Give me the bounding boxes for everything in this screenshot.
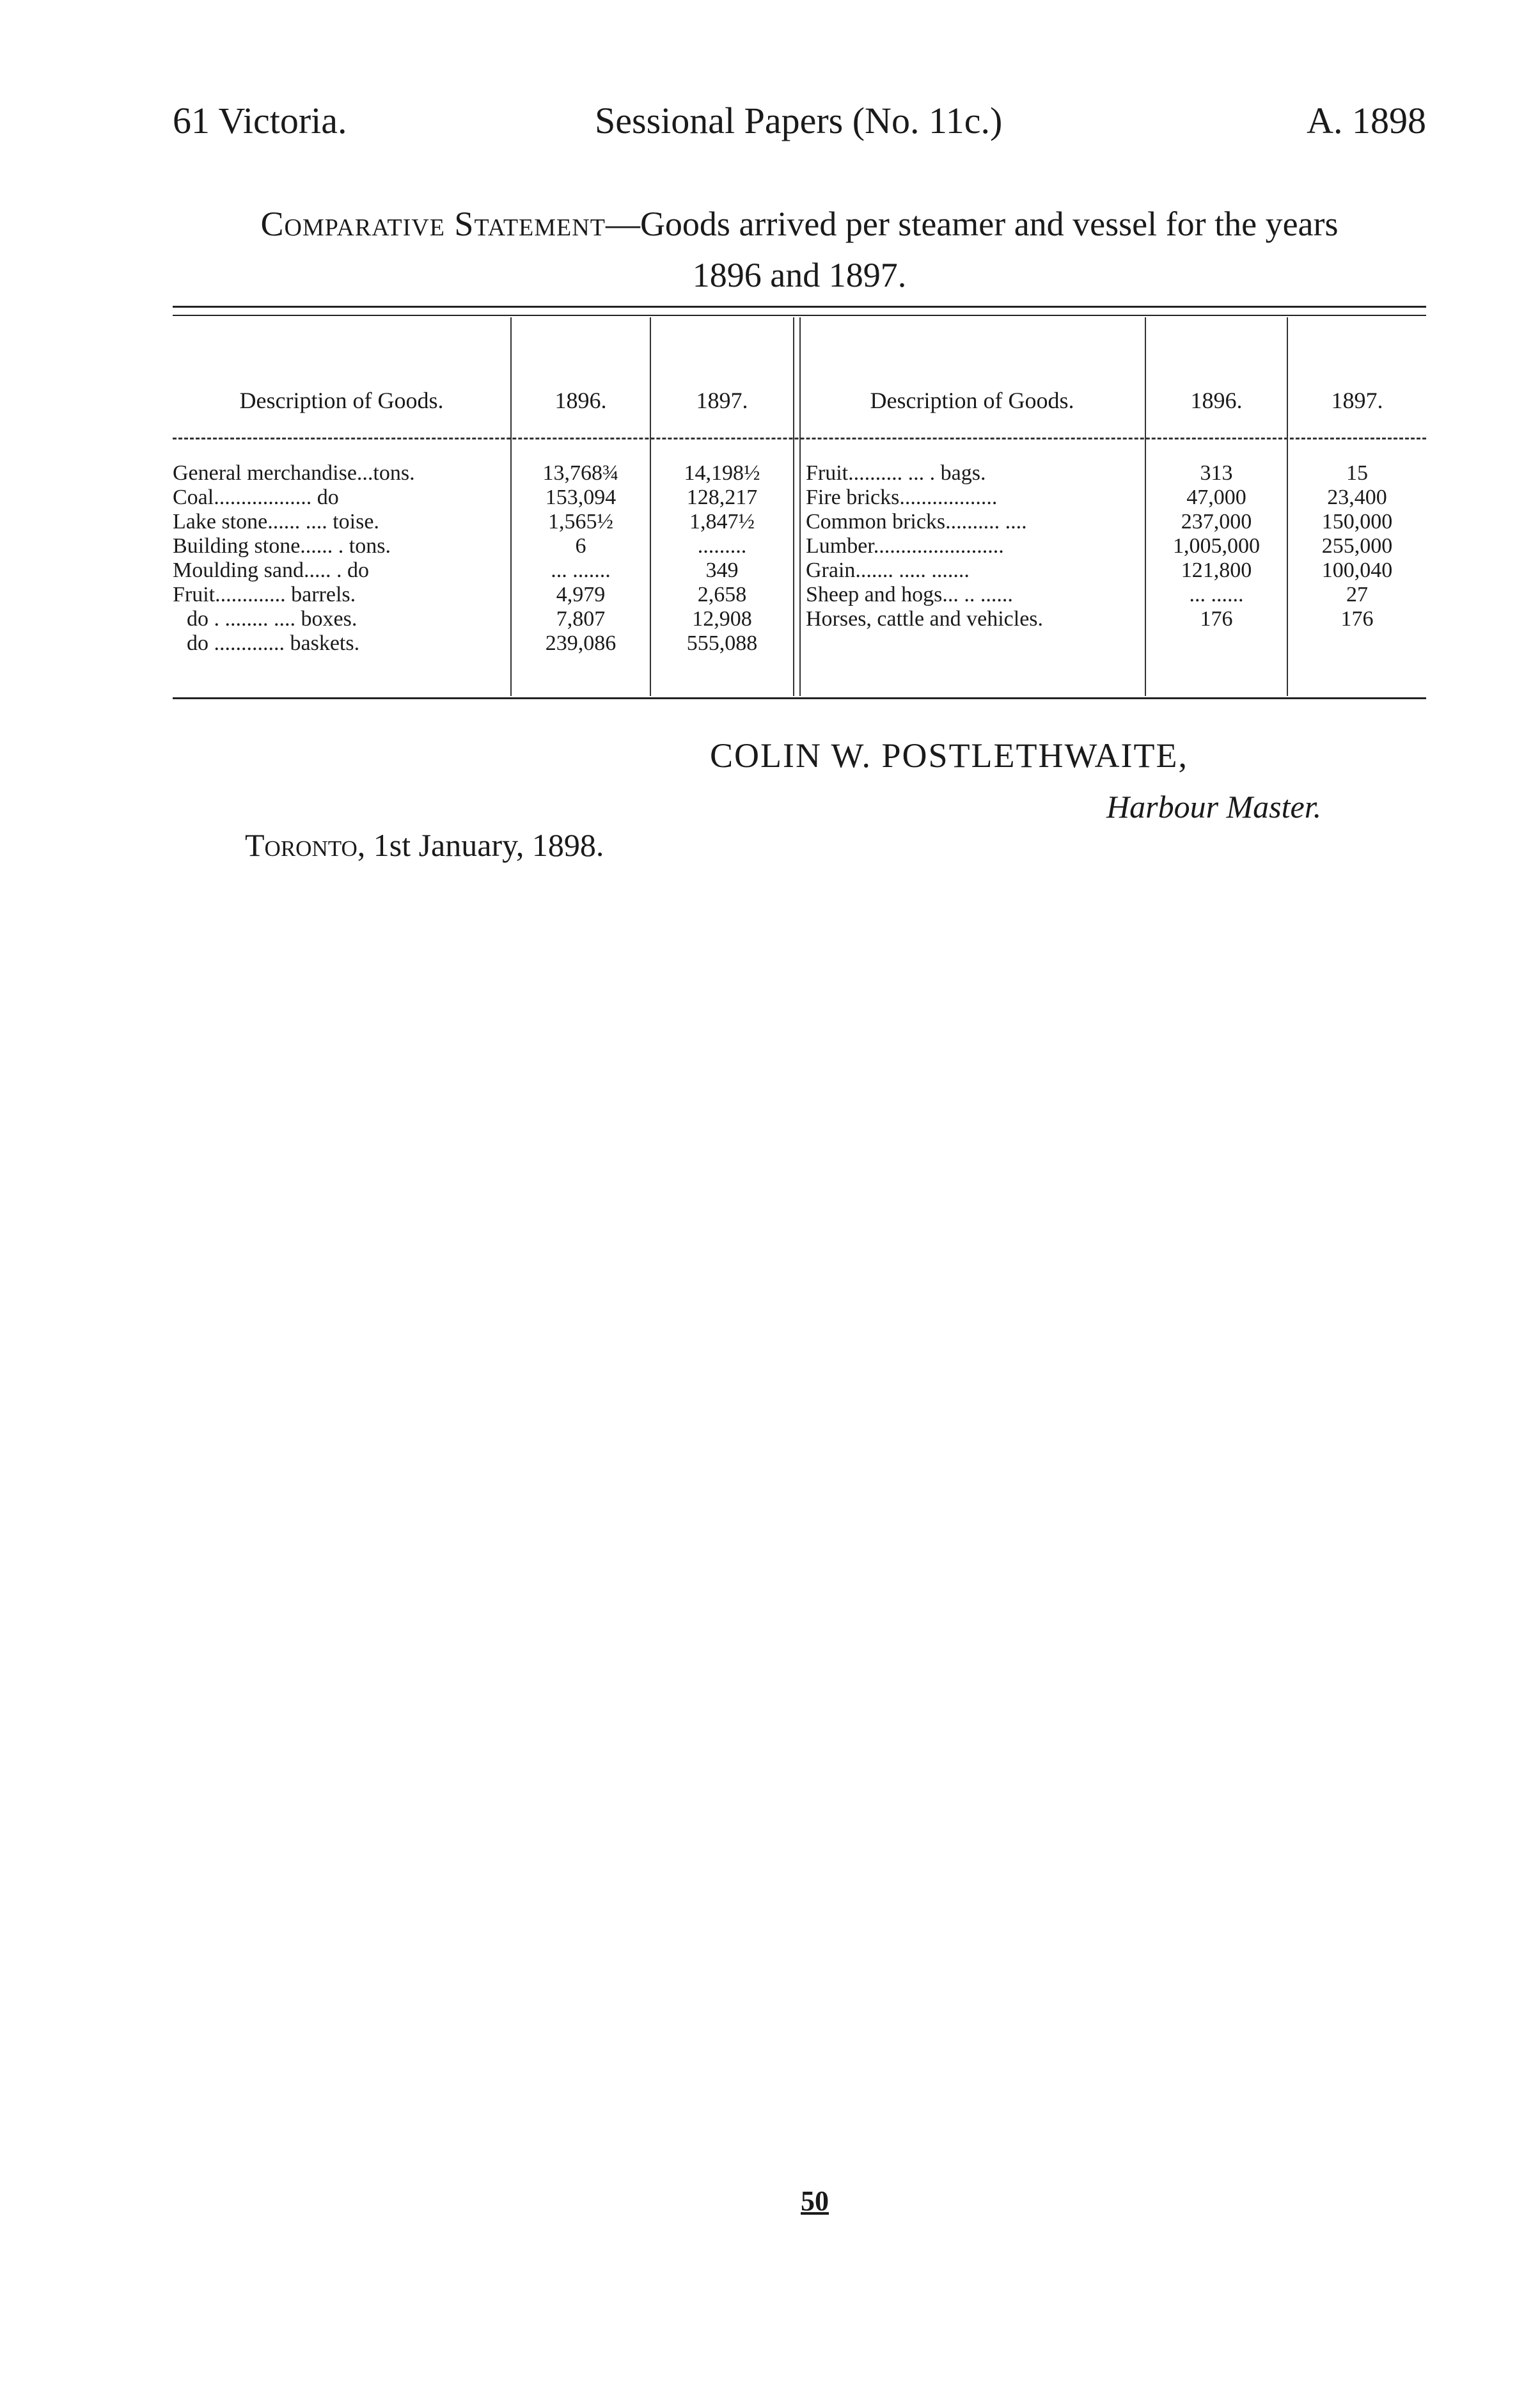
table-row <box>806 534 1426 558</box>
value-1897: 15 <box>1346 461 1368 485</box>
value-1896: 237,000 <box>1181 510 1252 534</box>
goods-description: General merchandise...tons. <box>173 461 415 485</box>
value-1896: 7,807 <box>556 607 606 631</box>
value-1897: 176 <box>1340 607 1374 631</box>
comparative-table <box>173 317 1426 696</box>
place-and-date <box>245 827 604 864</box>
table-row <box>173 607 793 631</box>
goods-description: Lumber........................ <box>806 534 1004 558</box>
goods-description: Common bricks.......... .... <box>806 510 1027 534</box>
goods-description: do . ........ .... boxes. <box>187 607 358 631</box>
left-rows <box>173 461 793 656</box>
value-1896: ... ...... <box>1189 583 1244 606</box>
goods-description: Coal.................. do <box>173 486 339 509</box>
value-1896: ... ....... <box>551 558 611 582</box>
table-row <box>806 558 1426 583</box>
table-row <box>806 486 1426 510</box>
goods-description: Horses, cattle and vehicles. <box>806 607 1044 631</box>
goods-description: Grain....... ..... ....... <box>806 558 970 582</box>
value-1896: 1,565½ <box>548 510 613 534</box>
value-1896: 1,005,000 <box>1173 534 1260 558</box>
value-1896: 313 <box>1200 461 1233 485</box>
title-line2: 1896 and 1897. <box>692 256 907 294</box>
header-description-right: Description of Goods. <box>870 388 1074 413</box>
value-1897: 12,908 <box>692 607 752 631</box>
table-row <box>173 631 793 656</box>
value-1897: 27 <box>1346 583 1368 606</box>
header-volume: 61 Victoria. <box>173 100 347 141</box>
header-1896-right: 1896. <box>1190 388 1243 413</box>
goods-description: Fire bricks.................. <box>806 486 998 509</box>
table-row <box>173 558 793 583</box>
value-1897: 150,000 <box>1321 510 1393 534</box>
table-row <box>173 583 793 607</box>
table-row <box>173 486 793 510</box>
place-date: 1st January, 1898. <box>365 827 604 863</box>
value-1897: 1,847½ <box>689 510 755 534</box>
value-1896: 6 <box>575 534 586 558</box>
value-1897: 100,040 <box>1321 558 1393 582</box>
title-text: —Goods arrived per steamer and vessel for the years <box>605 205 1339 243</box>
header-1896-left: 1896. <box>554 388 607 413</box>
table-row <box>806 583 1426 607</box>
goods-description: Lake stone...... .... toise. <box>173 510 379 534</box>
value-1897: 555,088 <box>686 631 758 655</box>
table-row <box>173 534 793 558</box>
table-row <box>806 461 1426 486</box>
right-rows <box>806 461 1426 631</box>
value-1896: 176 <box>1200 607 1233 631</box>
title-prefix: Comparative Statement <box>260 205 606 243</box>
value-1896: 239,086 <box>545 631 617 655</box>
value-1897: 128,217 <box>686 486 758 509</box>
value-1896: 121,800 <box>1181 558 1252 582</box>
value-1896: 4,979 <box>556 583 606 606</box>
value-1897: 2,658 <box>697 583 747 606</box>
table-row <box>173 461 793 486</box>
table-top-rule-inner <box>173 315 1426 316</box>
page-number: 50 <box>801 2185 829 2217</box>
goods-description: Fruit............. barrels. <box>173 583 356 606</box>
running-header <box>173 99 1426 150</box>
table-row <box>806 607 1426 631</box>
value-1897: 255,000 <box>1321 534 1393 558</box>
value-1897: 14,198½ <box>684 461 760 485</box>
value-1897: 23,400 <box>1327 486 1387 509</box>
value-1896: 47,000 <box>1186 486 1246 509</box>
goods-description: Sheep and hogs... .. ...... <box>806 583 1013 606</box>
value-1896: 153,094 <box>545 486 617 509</box>
value-1897: 349 <box>705 558 739 582</box>
table-row <box>806 510 1426 534</box>
goods-description: do ............. baskets. <box>187 631 360 655</box>
goods-description: Moulding sand..... . do <box>173 558 369 582</box>
signer-name: COLIN W. POSTLETHWAITE, <box>710 736 1188 775</box>
header-year: A. 1898 <box>1307 100 1426 141</box>
value-1896: 13,768¾ <box>542 461 619 485</box>
header-sessional-papers: Sessional Papers (No. 11c.) <box>595 100 1003 141</box>
table-row <box>173 510 793 534</box>
table-top-rule <box>173 306 1426 308</box>
header-1897-right: 1897. <box>1331 388 1383 413</box>
place-city: Toronto, <box>245 827 366 863</box>
value-1897: ......... <box>697 534 747 558</box>
header-description-left: Description of Goods. <box>239 388 444 413</box>
statement-title <box>173 198 1426 301</box>
table-bottom-rule <box>173 697 1426 699</box>
header-1897-left: 1897. <box>696 388 748 413</box>
goods-description: Building stone...... . tons. <box>173 534 391 558</box>
signer-title: Harbour Master. <box>1106 789 1322 825</box>
goods-description: Fruit.......... ... . bags. <box>806 461 986 485</box>
